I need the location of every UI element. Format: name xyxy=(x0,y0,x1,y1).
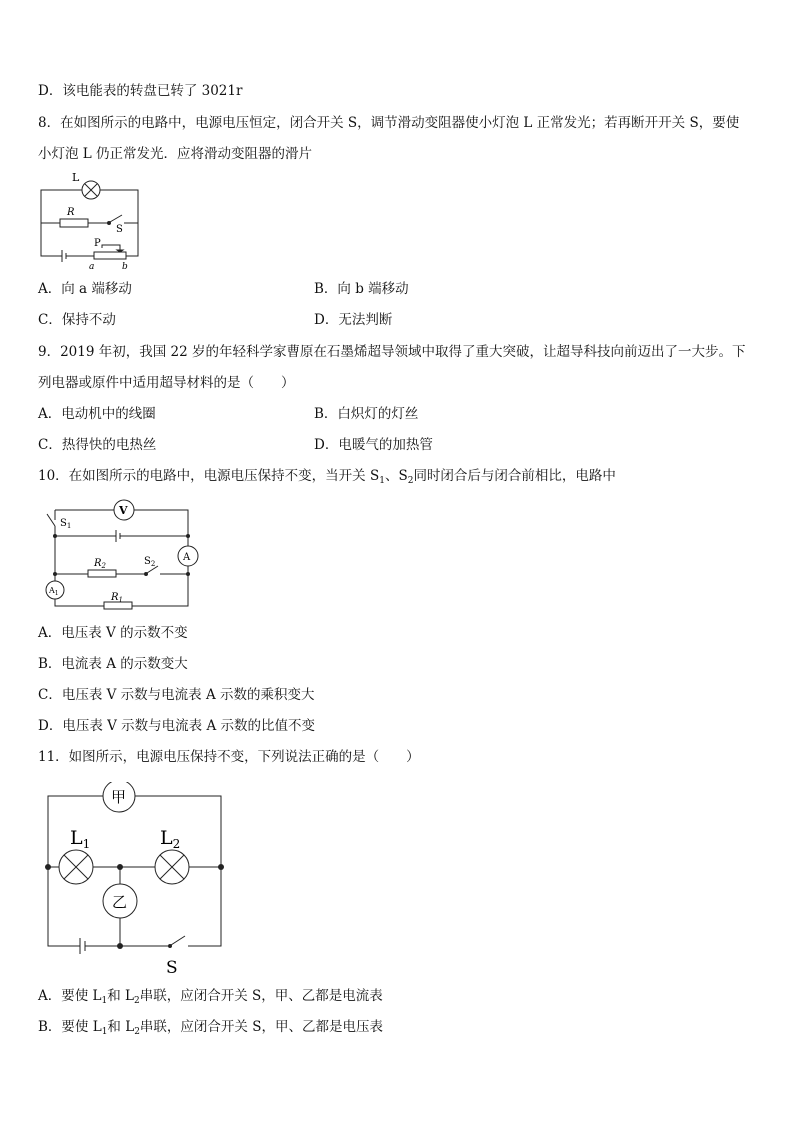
switch-s1-symbol xyxy=(47,514,55,526)
switch2-label: S xyxy=(144,556,151,567)
q9-option-a: A．电动机中的线圈 xyxy=(38,406,156,422)
switch-s-symbol xyxy=(110,215,122,222)
switch-label: S xyxy=(166,958,178,978)
q11-option-b: B．要使 $L_1$和 $L_2$串联，应闭合开关 S，甲、乙都是电压表 xyxy=(38,1019,383,1037)
rheostat-symbol xyxy=(94,252,126,259)
svg-text:L2: $L_2$ xyxy=(160,827,181,851)
q10-circuit-diagram xyxy=(40,494,202,612)
lamp2-label: L xyxy=(160,827,173,849)
q8-option-c: C．保持不动 xyxy=(38,312,116,328)
svg-text:S1: $S_1$ xyxy=(60,518,72,530)
lamp-label: L xyxy=(72,171,80,184)
q8-circuit-diagram xyxy=(36,168,146,272)
meter-jia-label: 甲 xyxy=(111,788,127,806)
q11-option-a: A．要使 $L_1$和 $L_2$串联，应闭合开关 S，甲、乙都是电流表 xyxy=(38,988,383,1006)
q10-option-c: C．电压表 V 示数与电流表 A 示数的乘积变大 xyxy=(38,687,315,703)
resistor-label: R xyxy=(67,207,75,218)
switch1-label: S xyxy=(60,518,67,529)
q7-option-d: D．该电能表的转盘已转了 3021r xyxy=(38,83,243,99)
q9-option-c: C．热得快的电热丝 xyxy=(38,437,157,453)
resistor1-label: R xyxy=(111,592,119,603)
q8-option-b: B．向 b 端移动 xyxy=(314,281,409,297)
q11-circuit-diagram xyxy=(40,782,230,978)
q8-stem-line1: 8．在如图所示的电路中，电源电压恒定，闭合开关 S，调节滑动变阻器使小灯泡 L 正常发光；若再断开开关 S，要使 xyxy=(38,115,740,131)
q8-stem-line2: 小灯泡 L 仍正常发光．应将滑动变阻器的滑片 xyxy=(38,146,313,162)
lamp1-label: L xyxy=(70,827,83,849)
svg-text:R1: $R_1$ xyxy=(111,592,123,604)
q10-option-d: D．电压表 V 示数与电流表 A 示数的比值不变 xyxy=(38,718,315,734)
svg-text:R2: $R_2$ xyxy=(94,558,106,570)
q8-option-d: D．无法判断 xyxy=(314,312,393,328)
ammeter-label: A xyxy=(183,552,191,563)
q8-option-a: A．向 a 端移动 xyxy=(38,281,132,297)
svg-text:L1: $L_1$ xyxy=(70,827,91,851)
svg-text:S2: $S_2$ xyxy=(144,556,156,568)
slider-label: P xyxy=(94,238,101,249)
q9-stem-line1: 9．2019 年初，我国 22 岁的年轻科学家曹原在石墨烯超导领域中取得了重大突破，让超导科技向前迈出了一大步。下 xyxy=(38,344,746,360)
svg-text:A1: $A_1$ xyxy=(49,586,59,597)
q10-stem: 10．在如图所示的电路中，电源电压保持不变，当开关 $S_1$、$S_2$同时闭合后与闭合前相比，电路中 xyxy=(38,468,616,486)
resistor-r2-symbol xyxy=(88,570,116,577)
resistor-r-symbol xyxy=(60,219,88,227)
q9-option-b: B．白炽灯的灯丝 xyxy=(314,406,419,422)
end-b-label: b xyxy=(122,262,128,272)
q10-option-a: A．电压表 V 的示数不变 xyxy=(38,625,188,641)
voltmeter-label: V xyxy=(119,504,128,517)
resistor2-label: R xyxy=(94,558,102,569)
q9-option-d: D．电暖气的加热管 xyxy=(314,437,433,453)
switch-label: S xyxy=(116,224,123,235)
switch-s-symbol xyxy=(171,936,185,945)
q9-stem-line2: 列电器或原件中适用超导材料的是（ ） xyxy=(38,375,295,391)
end-a-label: a xyxy=(89,262,95,272)
ammeter1-label: A xyxy=(49,586,55,595)
meter-yi-label: 乙 xyxy=(112,893,128,911)
q10-option-b: B．电流表 A 的示数变大 xyxy=(38,656,188,672)
q11-stem: 11．如图所示，电源电压保持不变，下列说法正确的是（ ） xyxy=(38,749,420,765)
